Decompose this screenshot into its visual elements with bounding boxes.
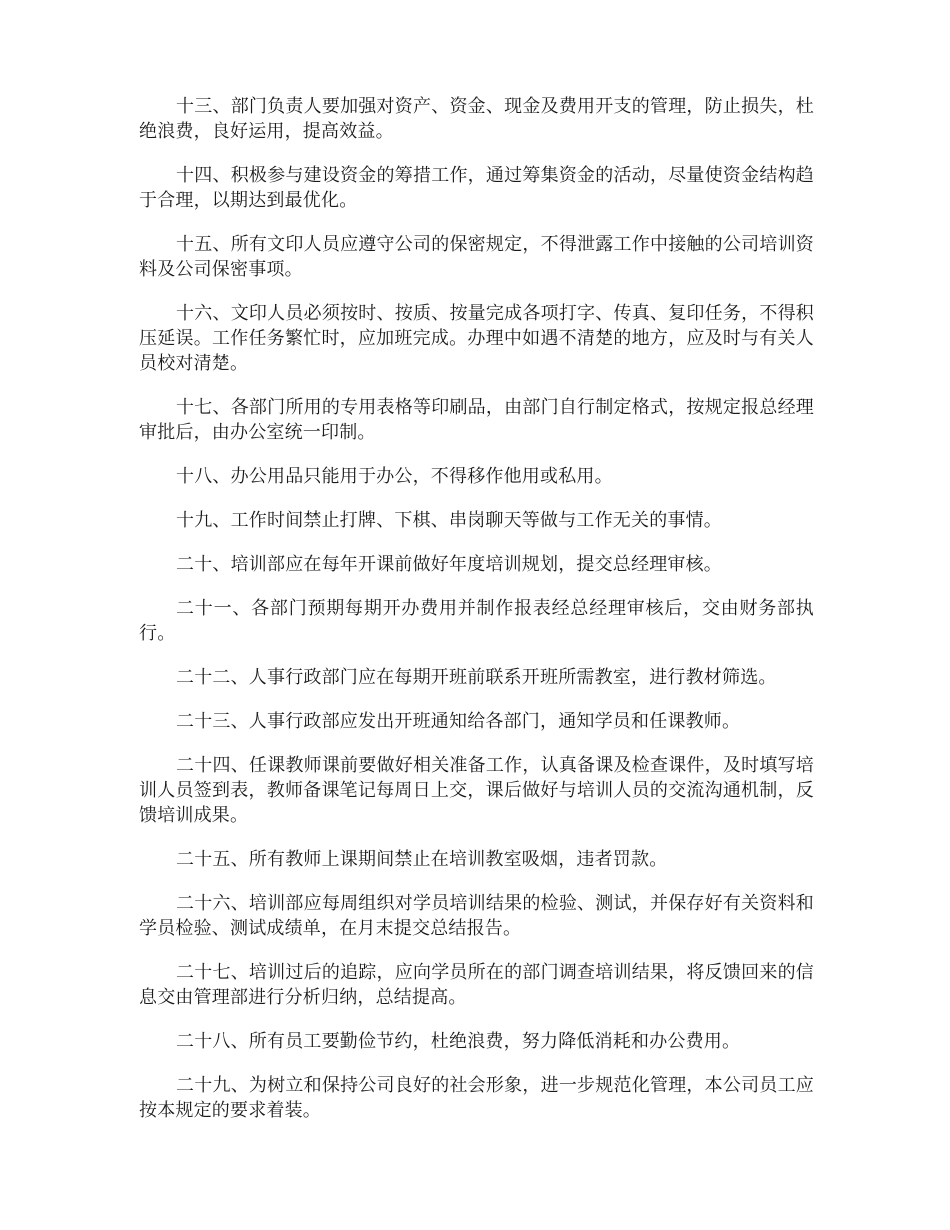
- paragraph-19: 十九、工作时间禁止打牌、下棋、串岗聊天等做与工作无关的事情。: [176, 510, 722, 531]
- paragraph-23: 二十三、人事行政部应发出开班通知给各部门，通知学员和任课教师。: [176, 711, 741, 732]
- paragraph-27: 二十七、培训过后的追踪，应向学员所在的部门调查培训结果，将反馈回来的信息交由管理部进行分析归纳，总结提高。: [139, 962, 814, 1008]
- paragraph-28: 二十八、所有员工要勤俭节约，杜绝浪费，努力降低消耗和办公费用。: [176, 1031, 741, 1052]
- paragraph-17: 十七、各部门所用的专用表格等印刷品，由部门自行制定格式，按规定报总经理审批后，由办公室统一印制。: [139, 397, 814, 443]
- paragraph-15: 十五、所有文印人员应遵守公司的保密规定，不得泄露工作中接触的公司培训资料及公司保密事项。: [139, 234, 814, 280]
- paragraph-24: 二十四、任课教师课前要做好相关准备工作，认真备课及检查课件，及时填写培训人员签到表，教师备课笔记每周日上交，课后做好与培训人员的交流沟通机制，反馈培训成果。: [139, 755, 814, 826]
- paragraph-22: 二十二、人事行政部门应在每期开班前联系开班所需教室，进行教材筛选。: [176, 667, 777, 688]
- paragraph-14: 十四、积极参与建设资金的筹措工作，通过筹集资金的活动，尽量使资金结构趋于合理，以期达到最优化。: [139, 165, 814, 211]
- paragraph-18: 十八、办公用品只能用于办公，不得移作他用或私用。: [176, 466, 613, 487]
- paragraph-20: 二十、培训部应在每年开课前做好年度培训规划，提交总经理审核。: [176, 554, 722, 575]
- paragraph-21: 二十一、各部门预期每期开办费用并制作报表经总经理审核后，交由财务部执行。: [139, 598, 814, 644]
- paragraph-29: 二十九、为树立和保持公司良好的社会形象，进一步规范化管理，本公司员工应按本规定的要求着装。: [139, 1075, 814, 1121]
- document-body: [139, 94, 814, 1142]
- paragraph-16: 十六、文印人员必须按时、按质、按量完成各项打字、传真、复印任务，不得积压延误。工作任务繁忙时，应加班完成。办理中如遇不清楚的地方，应及时与有关人员校对清楚。: [139, 303, 814, 374]
- paragraph-13: 十三、部门负责人要加强对资产、资金、现金及费用开支的管理，防止损失，杜绝浪费，良好运用，提高效益。: [139, 96, 814, 142]
- paragraph-26: 二十六、培训部应每周组织对学员培训结果的检验、测试，并保存好有关资料和学员检验、测试成绩单，在月末提交总结报告。: [139, 893, 814, 939]
- paragraph-25: 二十五、所有教师上课期间禁止在培训教室吸烟，违者罚款。: [176, 849, 668, 870]
